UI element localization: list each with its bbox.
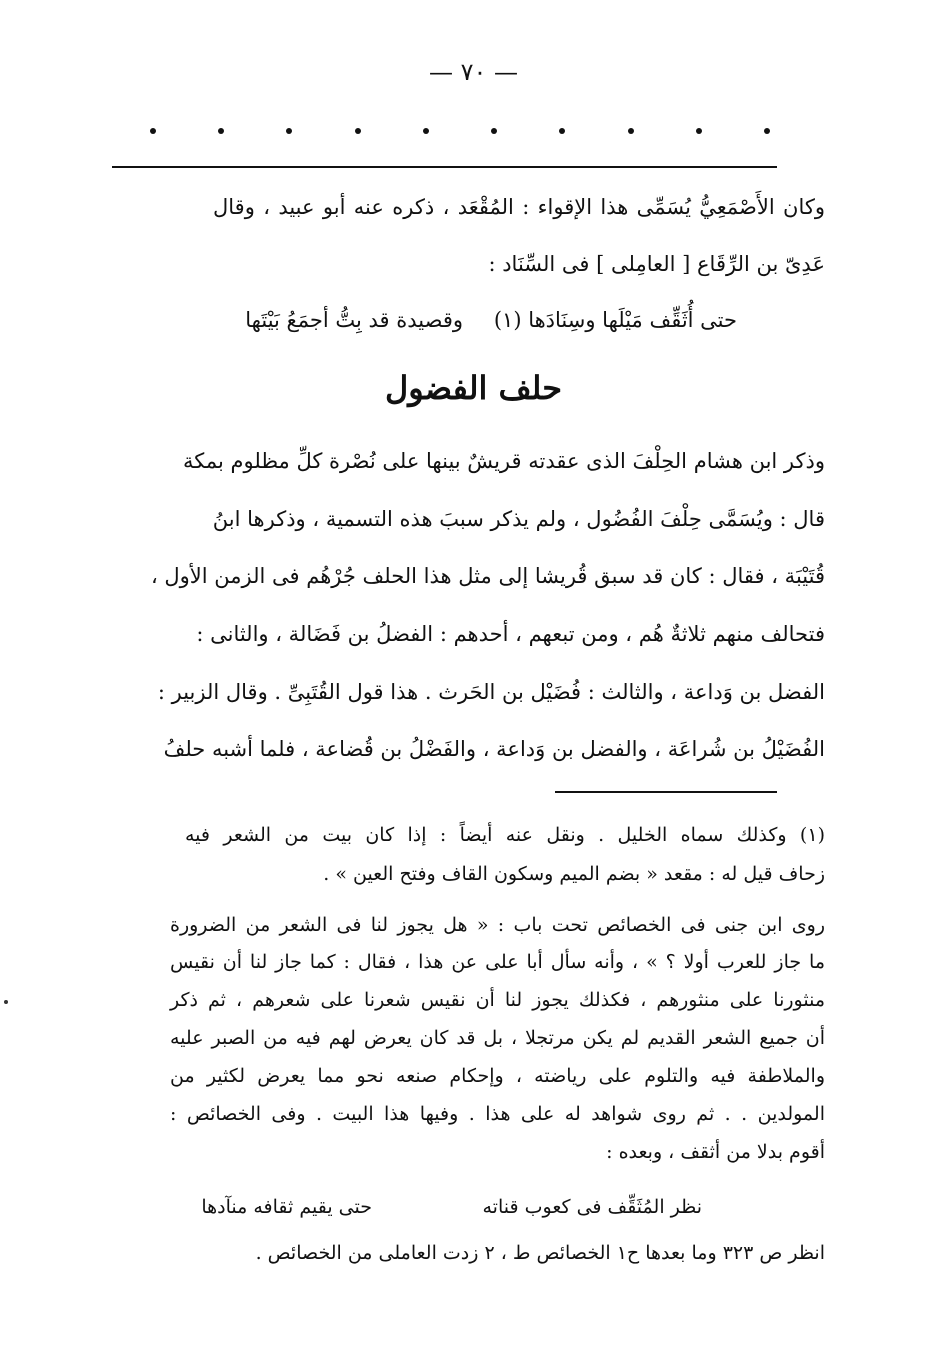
note-verse-first-hemistich: نظر المُثَقِّف فى كعوب قناته xyxy=(482,1196,702,1218)
ornament-row xyxy=(150,128,770,134)
ornament-dot xyxy=(355,128,361,134)
body-line: فتحالف منهم ثلاثةٌ هُم ، ومن تبعهم ، أحدهم : الفضلُ بن فَضَالة ، والثانى : xyxy=(196,622,825,646)
note-line: منثورنا على منثورهم ، فكذلك يجوز لنا أن نقيس شعرنا على شعرهم ، ثم ذكر xyxy=(170,989,825,1011)
note-line: والملاطفة فيه والتلوم على رياضته ، وإحكام صنعه نحو مما يعرض لكثير من xyxy=(170,1065,825,1087)
verse-second-hemistich: حتى أُثَقِّف مَيْلَها وسِنَادَها (١) xyxy=(493,308,737,332)
margin-speck xyxy=(4,1000,8,1004)
ornament-dot xyxy=(696,128,702,134)
note-reference: انظر ص ٣٢٣ وما بعدها ح١ الخصائص ط ، ٢ زدت العاملى من الخصائص . xyxy=(255,1242,825,1264)
section-title: حلف الفضول xyxy=(385,369,562,407)
page-number: — ٧٠ — xyxy=(428,58,519,86)
ornament-dot xyxy=(150,128,156,134)
ornament-dot xyxy=(764,128,770,134)
body-line: قال : ويُسَمَّى حِلْفَ الفُضُول ، ولم يذكر سببَ هذه التسمية ، وذكرها ابنُ xyxy=(212,507,825,531)
intro-line: وكان الأَصْمَعِيُّ يُسَمِّى هذا الإقواء : المُقْعَد ، ذكره عنه أبو عبيد ، وقال xyxy=(213,195,825,219)
note-line: روى ابن جنى فى الخصائص تحت باب : « هل يجوز لنا فى الشعر من الضرورة xyxy=(170,914,825,936)
body-line: الفُضَيْلُ بن شُراعَة ، والفضل بن وَداعة ، والفَضْلُ بن قُضاعة ، فلما أشبه حلفُ xyxy=(163,737,825,761)
footnote-line: زحاف قيل له : مقعد « بضم الميم وسكون القاف وفتح العين » . xyxy=(323,863,825,885)
ornament-dot xyxy=(423,128,429,134)
body-line: قُتَيْبَة ، فقال : كان قد سبق قُريشا إلى مثل هذا الحلف جُرْهُم فى الزمن الأول ، xyxy=(150,564,825,588)
body-line: الفضل بن وَداعة ، والثالث : فُضَيْل بن الحَرث . هذا قول القُتَبِىِّ . وقال الزبير : xyxy=(157,680,825,704)
ornament-dot xyxy=(491,128,497,134)
footnote-line: (١) وكذلك سماه الخليل . ونقل عنه أيضاً : إذا كان بيت من الشعر فيه xyxy=(185,824,825,846)
ornament-dot xyxy=(286,128,292,134)
note-line: ما جاز للعرب أولا ؟ » ، وأنه سأل أبا على عن هذا ، فقال : كما جاز لنا أن نقيس xyxy=(170,951,825,973)
intro-line: عَدِىّ بن الرِّقَاع [ العامِلى ] فى السِّنَاد : xyxy=(488,252,825,276)
ornament-dot xyxy=(628,128,634,134)
ornament-dot xyxy=(218,128,224,134)
note-verse-second-hemistich: حتى يقيم ثقافه منآدها xyxy=(201,1196,372,1218)
verse-first-hemistich: وقصيدة قد بِتُّ أجمَعُ بَيْتَها xyxy=(245,308,463,332)
footnote-rule xyxy=(555,791,777,793)
note-line: المولدين . . ثم روى شواهد له على هذا . وفيها هذا البيت . وفى الخصائص : xyxy=(170,1103,825,1125)
ornament-dot xyxy=(559,128,565,134)
top-rule xyxy=(112,166,777,168)
note-line: أقوم بدلا من أثقف ، وبعده : xyxy=(606,1141,825,1163)
body-line: وذكر ابن هشام الحِلْفَ الذى عقدته قريشٌ بينها على نُصْرة كلِّ مظلوم بمكة xyxy=(183,449,825,473)
note-line: أن جميع الشعر القديم لم يكن مرتجلا ، بل قد كان يعرض لهم فيه من الصبر عليه xyxy=(170,1027,825,1049)
